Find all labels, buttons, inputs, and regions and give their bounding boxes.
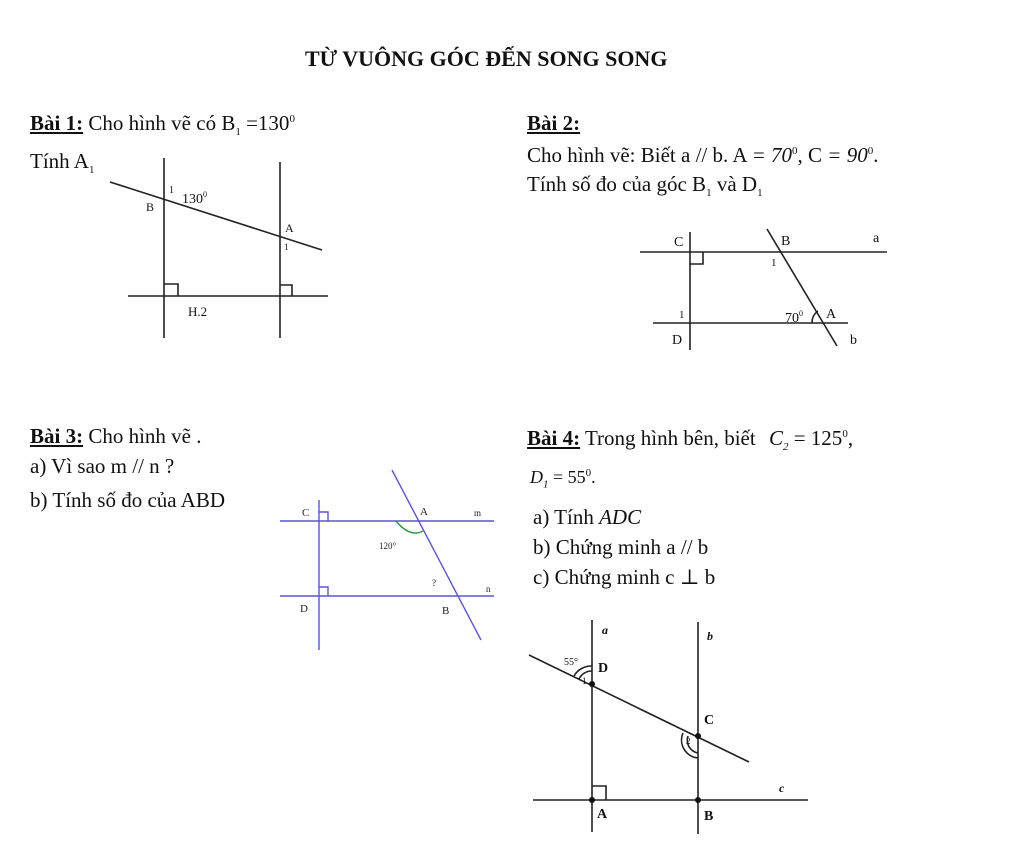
page-title: TỪ VUÔNG GÓC ĐẾN SONG SONG (305, 46, 668, 71)
bai1-angle-sub: 1 (235, 126, 241, 139)
bai2-heading: Bài 2: (527, 111, 581, 135)
bai2-eq1-name: A (732, 143, 747, 167)
bai2-label-B: B (781, 234, 791, 249)
bai4-c-deg: 0 (842, 428, 848, 440)
bai4-question-c: c) Chứng minh c ⊥ b (533, 565, 716, 589)
bai3-label-q: ? (432, 578, 436, 588)
bai1-caption: H.2 (188, 304, 208, 319)
bai3-question-b: b) Tính số đo của ABD (30, 488, 226, 512)
bai1-label-1a: 1 (284, 242, 289, 252)
bai2-label-D: D (672, 333, 683, 348)
bai4-label-A: A (597, 807, 608, 822)
bai4-point-D (589, 681, 595, 687)
bai2-label-a: a (873, 231, 880, 246)
bai4-period: . (591, 467, 596, 487)
bai2-sub1: 1 (706, 187, 712, 200)
bai3-label-D: D (300, 603, 308, 615)
bai2-line1: Cho hình vẽ: Biết a // b. $A = 70^0$, $C = 90^0$. (527, 143, 879, 167)
bai2-question-b: và D (711, 172, 758, 196)
bai4-point-A (589, 797, 595, 803)
bai4-comma: , (847, 426, 854, 450)
bai3-intro: Cho hình vẽ . (88, 424, 202, 448)
bai4-point-B (695, 797, 701, 803)
bai1-angle-value: =130 (246, 111, 290, 135)
bai2-eq2-name: C (808, 143, 823, 167)
bai1-heading: Bài 1: (30, 111, 84, 135)
bai4-qa-var: ADC (599, 505, 642, 529)
bai4-angle-label: 55° (564, 657, 578, 668)
bai4-transversal (529, 655, 749, 762)
bai1-find-name: A (73, 149, 89, 173)
bai4-d-deg: 0 (585, 467, 592, 479)
bai2-label-1d: 1 (679, 309, 685, 321)
bai2-question-a: Tính số đo của góc B (527, 172, 707, 196)
bai2-angle-label: $70^0$ (785, 309, 803, 326)
bai2-eq2-deg: 0 (867, 145, 874, 157)
bai4-label-1: 1 (582, 676, 587, 686)
bai4-label-2: 2 (686, 736, 691, 746)
bai4-label-D: D (598, 661, 609, 676)
bai4-c-name: C (768, 426, 783, 450)
bai4-d-name: D (530, 467, 543, 487)
bai4-heading: Bài 4: (527, 426, 581, 450)
bai4-label-a: a (602, 623, 608, 637)
bai2-eq1-deg: 0 (792, 145, 798, 157)
bai3-heading: Bài 3: (30, 424, 84, 448)
bai1-label-A: A (285, 221, 294, 235)
bai2-label-C: C (674, 235, 684, 250)
bai1-intro: Cho hình vẽ có (88, 111, 217, 135)
bai4-c-value: = 125 (788, 426, 843, 450)
bai2-label-b: b (850, 333, 857, 348)
bai4-label-B: B (704, 809, 714, 824)
bai4-question-b: b) Chứng minh a // b (533, 535, 709, 559)
bai3-label-n: n (486, 584, 491, 594)
bai2-sub2: 1 (757, 187, 763, 200)
bai4-qa-prefix: a) Tính (533, 505, 594, 529)
bai2-eq1-value: = 70 (751, 143, 793, 167)
bai4-label-c: c (779, 781, 785, 795)
bai3-label-A: A (420, 506, 428, 518)
bai1-angle-label: $130^0$ (182, 190, 207, 207)
bai4-d-sub: 1 (543, 478, 549, 491)
bai4-point-C (695, 733, 701, 739)
bai3-label-m: m (474, 508, 482, 518)
bai1-find-sub: 1 (88, 164, 95, 177)
bai3-question-a: a) Vì sao m // n ? (30, 454, 175, 478)
bai1-label-B: B (146, 200, 155, 214)
bai4-label-C: C (704, 713, 715, 728)
bai2-label-A: A (826, 307, 837, 322)
bai3-label-C: C (302, 507, 310, 519)
bai4-intro: Trong hình bên, biết (584, 426, 756, 450)
bai4-label-b: b (707, 629, 713, 643)
bai4-c-sub: 2 (782, 441, 789, 454)
bai1-angle-name: B (221, 111, 236, 135)
bai3-angle-label: 120° (379, 541, 397, 551)
bai2-eq2-value: = 90 (827, 143, 868, 167)
bai2-label-1b: 1 (771, 257, 777, 269)
bai1-degree: 0 (289, 113, 295, 125)
bai3-label-B: B (442, 605, 450, 617)
bai1-label-1b: 1 (169, 185, 174, 196)
bai1-find-label: Tính (30, 149, 70, 173)
bai4-d-value: = 55 (548, 467, 586, 487)
bai2-given: Cho hình vẽ: Biết a // b. (527, 143, 729, 167)
